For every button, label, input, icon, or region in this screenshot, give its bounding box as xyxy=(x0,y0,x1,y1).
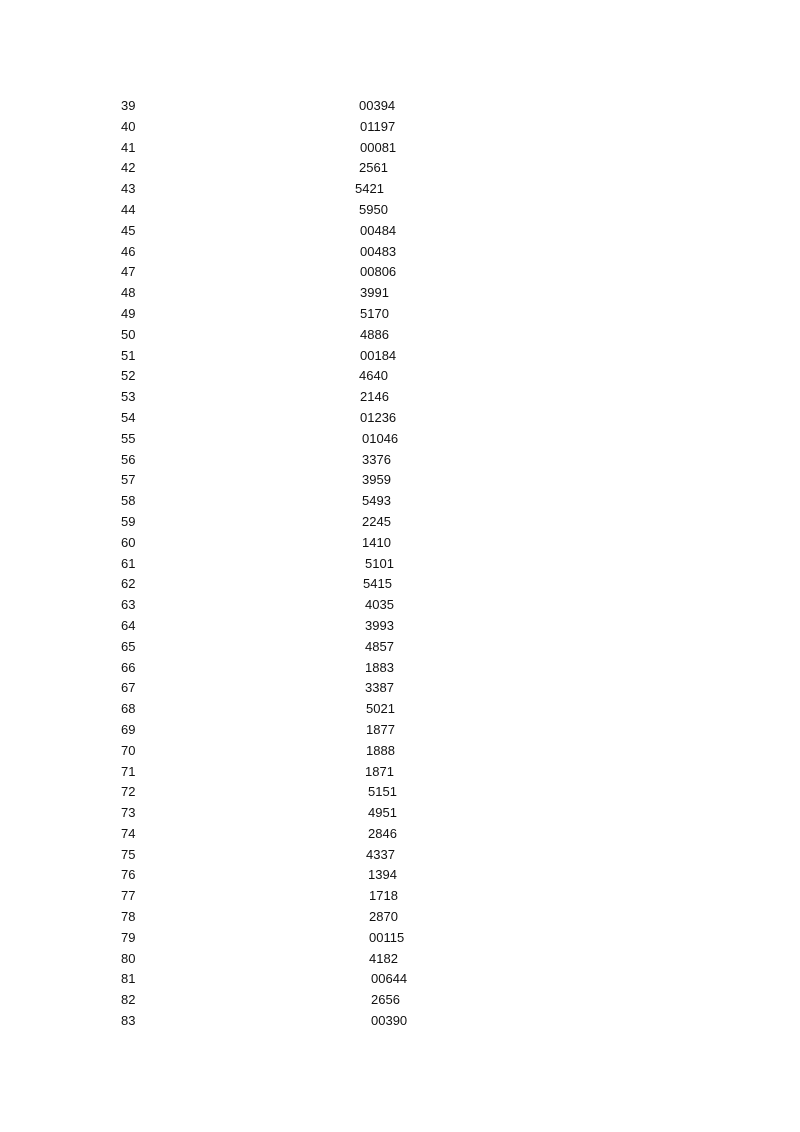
row-code: 1888 xyxy=(366,742,395,758)
list-row xyxy=(0,762,800,783)
row-number: 53 xyxy=(121,389,136,405)
row-code: 01046 xyxy=(362,430,399,446)
row-code: 3959 xyxy=(362,472,391,488)
row-code: 5021 xyxy=(366,701,395,717)
list-row xyxy=(0,283,800,304)
row-number: 47 xyxy=(121,264,136,280)
row-number: 71 xyxy=(121,763,136,779)
list-row xyxy=(0,554,800,575)
row-code: 5415 xyxy=(363,576,392,592)
row-code: 4857 xyxy=(365,638,394,654)
list-row xyxy=(0,824,800,845)
row-code: 01197 xyxy=(360,118,396,134)
row-number: 61 xyxy=(121,555,136,571)
row-number: 68 xyxy=(121,701,136,717)
row-number: 45 xyxy=(121,222,136,238)
row-code: 2656 xyxy=(371,992,400,1008)
row-code: 2870 xyxy=(369,909,398,925)
row-code: 1877 xyxy=(366,721,395,737)
row-number: 58 xyxy=(121,493,136,509)
row-code: 4035 xyxy=(365,597,394,613)
row-code: 4337 xyxy=(366,846,395,862)
list-row xyxy=(0,637,800,658)
list-row xyxy=(0,595,800,616)
list-row xyxy=(0,533,800,554)
row-code: 3387 xyxy=(365,680,394,696)
row-number: 43 xyxy=(121,181,136,197)
list-row xyxy=(0,949,800,970)
list-row xyxy=(0,928,800,949)
list-row xyxy=(0,366,800,387)
row-code: 2846 xyxy=(368,825,397,841)
row-number: 57 xyxy=(121,472,136,488)
row-code: 5421 xyxy=(355,181,384,197)
row-number: 41 xyxy=(121,139,136,155)
list-row xyxy=(0,741,800,762)
list-row xyxy=(0,304,800,325)
row-code: 3376 xyxy=(362,451,391,467)
row-code: 2146 xyxy=(360,389,389,405)
row-number: 69 xyxy=(121,721,136,737)
list-row xyxy=(0,325,800,346)
list-row xyxy=(0,907,800,928)
list-row xyxy=(0,1011,800,1032)
row-number: 81 xyxy=(121,971,136,987)
list-row xyxy=(0,262,800,283)
list-row xyxy=(0,616,800,637)
row-code: 5170 xyxy=(360,305,389,321)
row-number: 72 xyxy=(121,784,136,800)
row-code: 01236 xyxy=(360,409,397,425)
row-number: 70 xyxy=(121,742,136,758)
row-code: 00806 xyxy=(360,264,397,280)
row-code: 5493 xyxy=(362,493,391,509)
row-code: 5151 xyxy=(368,784,397,800)
list-row xyxy=(0,886,800,907)
list-row xyxy=(0,179,800,200)
list-row xyxy=(0,990,800,1011)
list-row xyxy=(0,408,800,429)
row-code: 00644 xyxy=(371,971,408,987)
row-number: 46 xyxy=(121,243,136,259)
row-number: 80 xyxy=(121,950,136,966)
list-row xyxy=(0,678,800,699)
list-row xyxy=(0,845,800,866)
list-row xyxy=(0,512,800,533)
row-code: 3991 xyxy=(360,285,389,301)
list-row xyxy=(0,720,800,741)
list-row xyxy=(0,782,800,803)
list-row xyxy=(0,221,800,242)
row-number: 49 xyxy=(121,305,136,321)
row-number: 75 xyxy=(121,846,136,862)
row-code: 1410 xyxy=(362,534,391,550)
row-code: 1871 xyxy=(365,763,394,779)
list-row xyxy=(0,491,800,512)
row-number: 39 xyxy=(121,98,136,113)
row-code: 1394 xyxy=(368,867,397,883)
row-code: 2561 xyxy=(359,160,388,176)
row-code: 00184 xyxy=(360,347,397,363)
list-row xyxy=(0,450,800,471)
list-row xyxy=(0,96,800,117)
row-code: 00394 xyxy=(359,98,396,113)
row-number: 67 xyxy=(121,680,136,696)
row-number: 79 xyxy=(121,929,136,945)
row-number: 74 xyxy=(121,825,136,841)
list-row xyxy=(0,699,800,720)
row-code: 5101 xyxy=(365,555,394,571)
row-number: 55 xyxy=(121,430,136,446)
row-number: 52 xyxy=(121,368,136,384)
list-row xyxy=(0,470,800,491)
list-row xyxy=(0,803,800,824)
row-number: 50 xyxy=(121,326,136,342)
row-number: 83 xyxy=(121,1013,136,1029)
number-list xyxy=(0,96,800,1032)
row-code: 00483 xyxy=(360,243,397,259)
list-row xyxy=(0,865,800,886)
row-number: 44 xyxy=(121,201,136,217)
list-row xyxy=(0,158,800,179)
row-code: 4886 xyxy=(360,326,389,342)
list-row xyxy=(0,117,800,138)
list-row xyxy=(0,242,800,263)
row-code: 4182 xyxy=(369,950,398,966)
row-number: 54 xyxy=(121,409,136,425)
row-number: 56 xyxy=(121,451,136,467)
row-code: 4640 xyxy=(359,368,388,384)
row-number: 73 xyxy=(121,805,136,821)
row-number: 76 xyxy=(121,867,136,883)
row-code: 00115 xyxy=(369,929,405,945)
row-number: 48 xyxy=(121,285,136,301)
row-number: 78 xyxy=(121,909,136,925)
row-code: 00081 xyxy=(360,139,397,155)
row-number: 82 xyxy=(121,992,136,1008)
list-row xyxy=(0,574,800,595)
list-row xyxy=(0,346,800,367)
row-code: 1718 xyxy=(369,888,398,904)
list-row xyxy=(0,138,800,159)
row-number: 51 xyxy=(121,347,136,363)
row-number: 66 xyxy=(121,659,136,675)
list-row xyxy=(0,387,800,408)
row-code: 3993 xyxy=(365,617,394,633)
list-row xyxy=(0,969,800,990)
row-code: 4951 xyxy=(368,805,397,821)
row-number: 42 xyxy=(121,160,136,176)
row-number: 40 xyxy=(121,118,136,134)
row-code: 5950 xyxy=(359,201,388,217)
list-row xyxy=(0,429,800,450)
row-code: 00484 xyxy=(360,222,397,238)
row-code: 2245 xyxy=(362,513,391,529)
row-code: 00390 xyxy=(371,1013,408,1029)
list-row xyxy=(0,200,800,221)
row-code: 1883 xyxy=(365,659,394,675)
row-number: 62 xyxy=(121,576,136,592)
row-number: 64 xyxy=(121,617,136,633)
list-row xyxy=(0,658,800,679)
row-number: 77 xyxy=(121,888,136,904)
row-number: 63 xyxy=(121,597,136,613)
row-number: 60 xyxy=(121,534,136,550)
row-number: 59 xyxy=(121,513,136,529)
row-number: 65 xyxy=(121,638,136,654)
